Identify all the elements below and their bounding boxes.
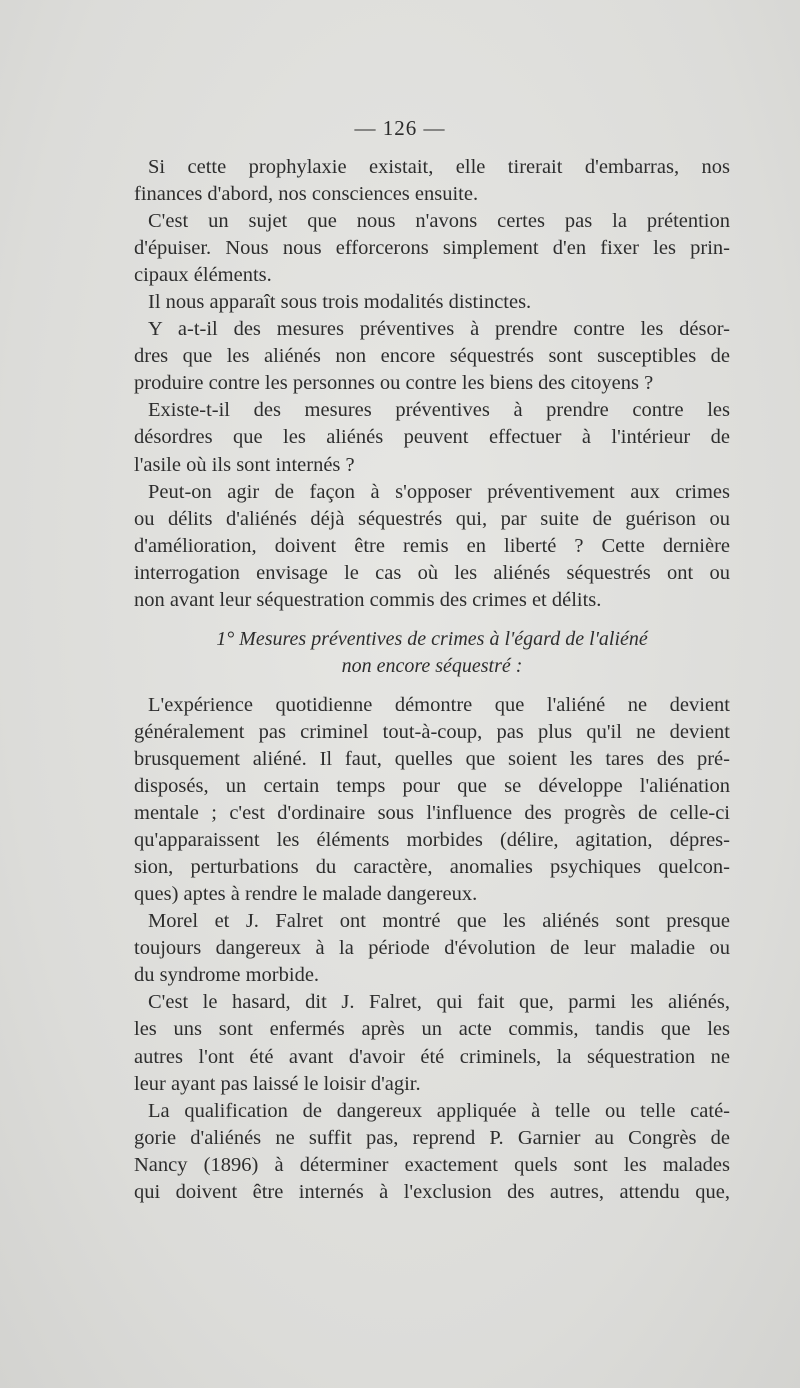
text-line: leur ayant pas laissé le loisir d'agir.	[134, 1072, 421, 1095]
text-line: brusquement aliéné. Il faut, quelles que soient les tares des pré-	[134, 747, 730, 770]
section-heading: 1° Mesures préventives de crimes à l'égard de l'aliéné	[216, 627, 648, 650]
text-line: d'épuiser. Nous nous efforcerons simplement d'en fixer les prin-	[134, 237, 730, 260]
text-line: désordres que les aliénés peuvent effectuer à l'intérieur de	[134, 426, 730, 449]
text-line: La qualification de dangereux appliquée à telle ou telle caté-	[148, 1099, 730, 1122]
text-line: L'expérience quotidienne démontre que l'aliéné ne devient	[148, 693, 730, 716]
text-line: d'amélioration, doivent être remis en liberté ? Cette dernière	[134, 534, 730, 557]
text-line: finances d'abord, nos consciences ensuite.	[134, 183, 479, 206]
text-line: disposés, un certain temps pour que se développe l'aliénation	[134, 775, 730, 798]
text-line: gorie d'aliénés ne suffit pas, reprend P. Garnier au Congrès de	[134, 1126, 730, 1149]
text-line: ou délits d'aliénés déjà séquestrés qui, par suite de guérison ou	[134, 507, 730, 530]
text-line: interrogation envisage le cas où les aliénés séquestrés ont ou	[134, 561, 730, 584]
text-line: dres que les aliénés non encore séquestrés sont susceptibles de	[134, 345, 730, 368]
text-line: Y a-t-il des mesures préventives à prendre contre les désor-	[148, 318, 730, 341]
text-line: l'asile où ils sont internés ?	[134, 453, 355, 476]
text-line: Peut-on agir de façon à s'opposer préventivement aux crimes	[148, 480, 730, 503]
text-line: du syndrome morbide.	[134, 964, 320, 987]
text-line: Si cette prophylaxie existait, elle tirerait d'embarras, nos	[148, 156, 730, 178]
text-line: cipaux éléments.	[134, 264, 272, 287]
text-line: qui doivent être internés à l'exclusion des autres, attendu que,	[134, 1180, 730, 1203]
text-line: qu'apparaissent les éléments morbides (délire, agitation, dépres-	[134, 829, 730, 852]
section-heading-continuation: non encore séquestré :	[341, 654, 523, 677]
text-line: ques) aptes à rendre le malade dangereux.	[134, 883, 478, 906]
text-line: Il nous apparaît sous trois modalités distinctes.	[148, 291, 532, 314]
text-line: produire contre les personnes ou contre les biens des citoyens ?	[134, 372, 654, 395]
text-line: généralement pas criminel tout-à-coup, pas plus qu'il ne devient	[134, 720, 730, 743]
text-line: Nancy (1896) à déterminer exactement quels sont les malades	[134, 1153, 730, 1176]
text-line: C'est un sujet que nous n'avons certes pas la prétention	[148, 210, 730, 233]
page-number: — 126 —	[354, 116, 446, 140]
text-line: toujours dangereux à la période d'évolution de leur maladie ou	[134, 937, 730, 960]
text-line: sion, perturbations du caractère, anomalies psychiques quelcon-	[134, 856, 730, 879]
text-line: mentale ; c'est d'ordinaire sous l'influence des progrès de celle-ci	[134, 802, 730, 825]
body-text	[134, 154, 730, 1206]
text-line: Existe-t-il des mesures préventives à prendre contre les	[148, 399, 730, 422]
text-line: Morel et J. Falret ont montré que les aliénés sont presque	[148, 910, 730, 933]
text-line: autres l'ont été avant d'avoir été criminels, la séquestration ne	[134, 1045, 730, 1068]
text-line: les uns sont enfermés après un acte commis, tandis que les	[134, 1018, 730, 1041]
text-line: non avant leur séquestration commis des crimes et délits.	[134, 588, 602, 611]
text-line: C'est le hasard, dit J. Falret, qui fait que, parmi les aliénés,	[148, 991, 730, 1014]
